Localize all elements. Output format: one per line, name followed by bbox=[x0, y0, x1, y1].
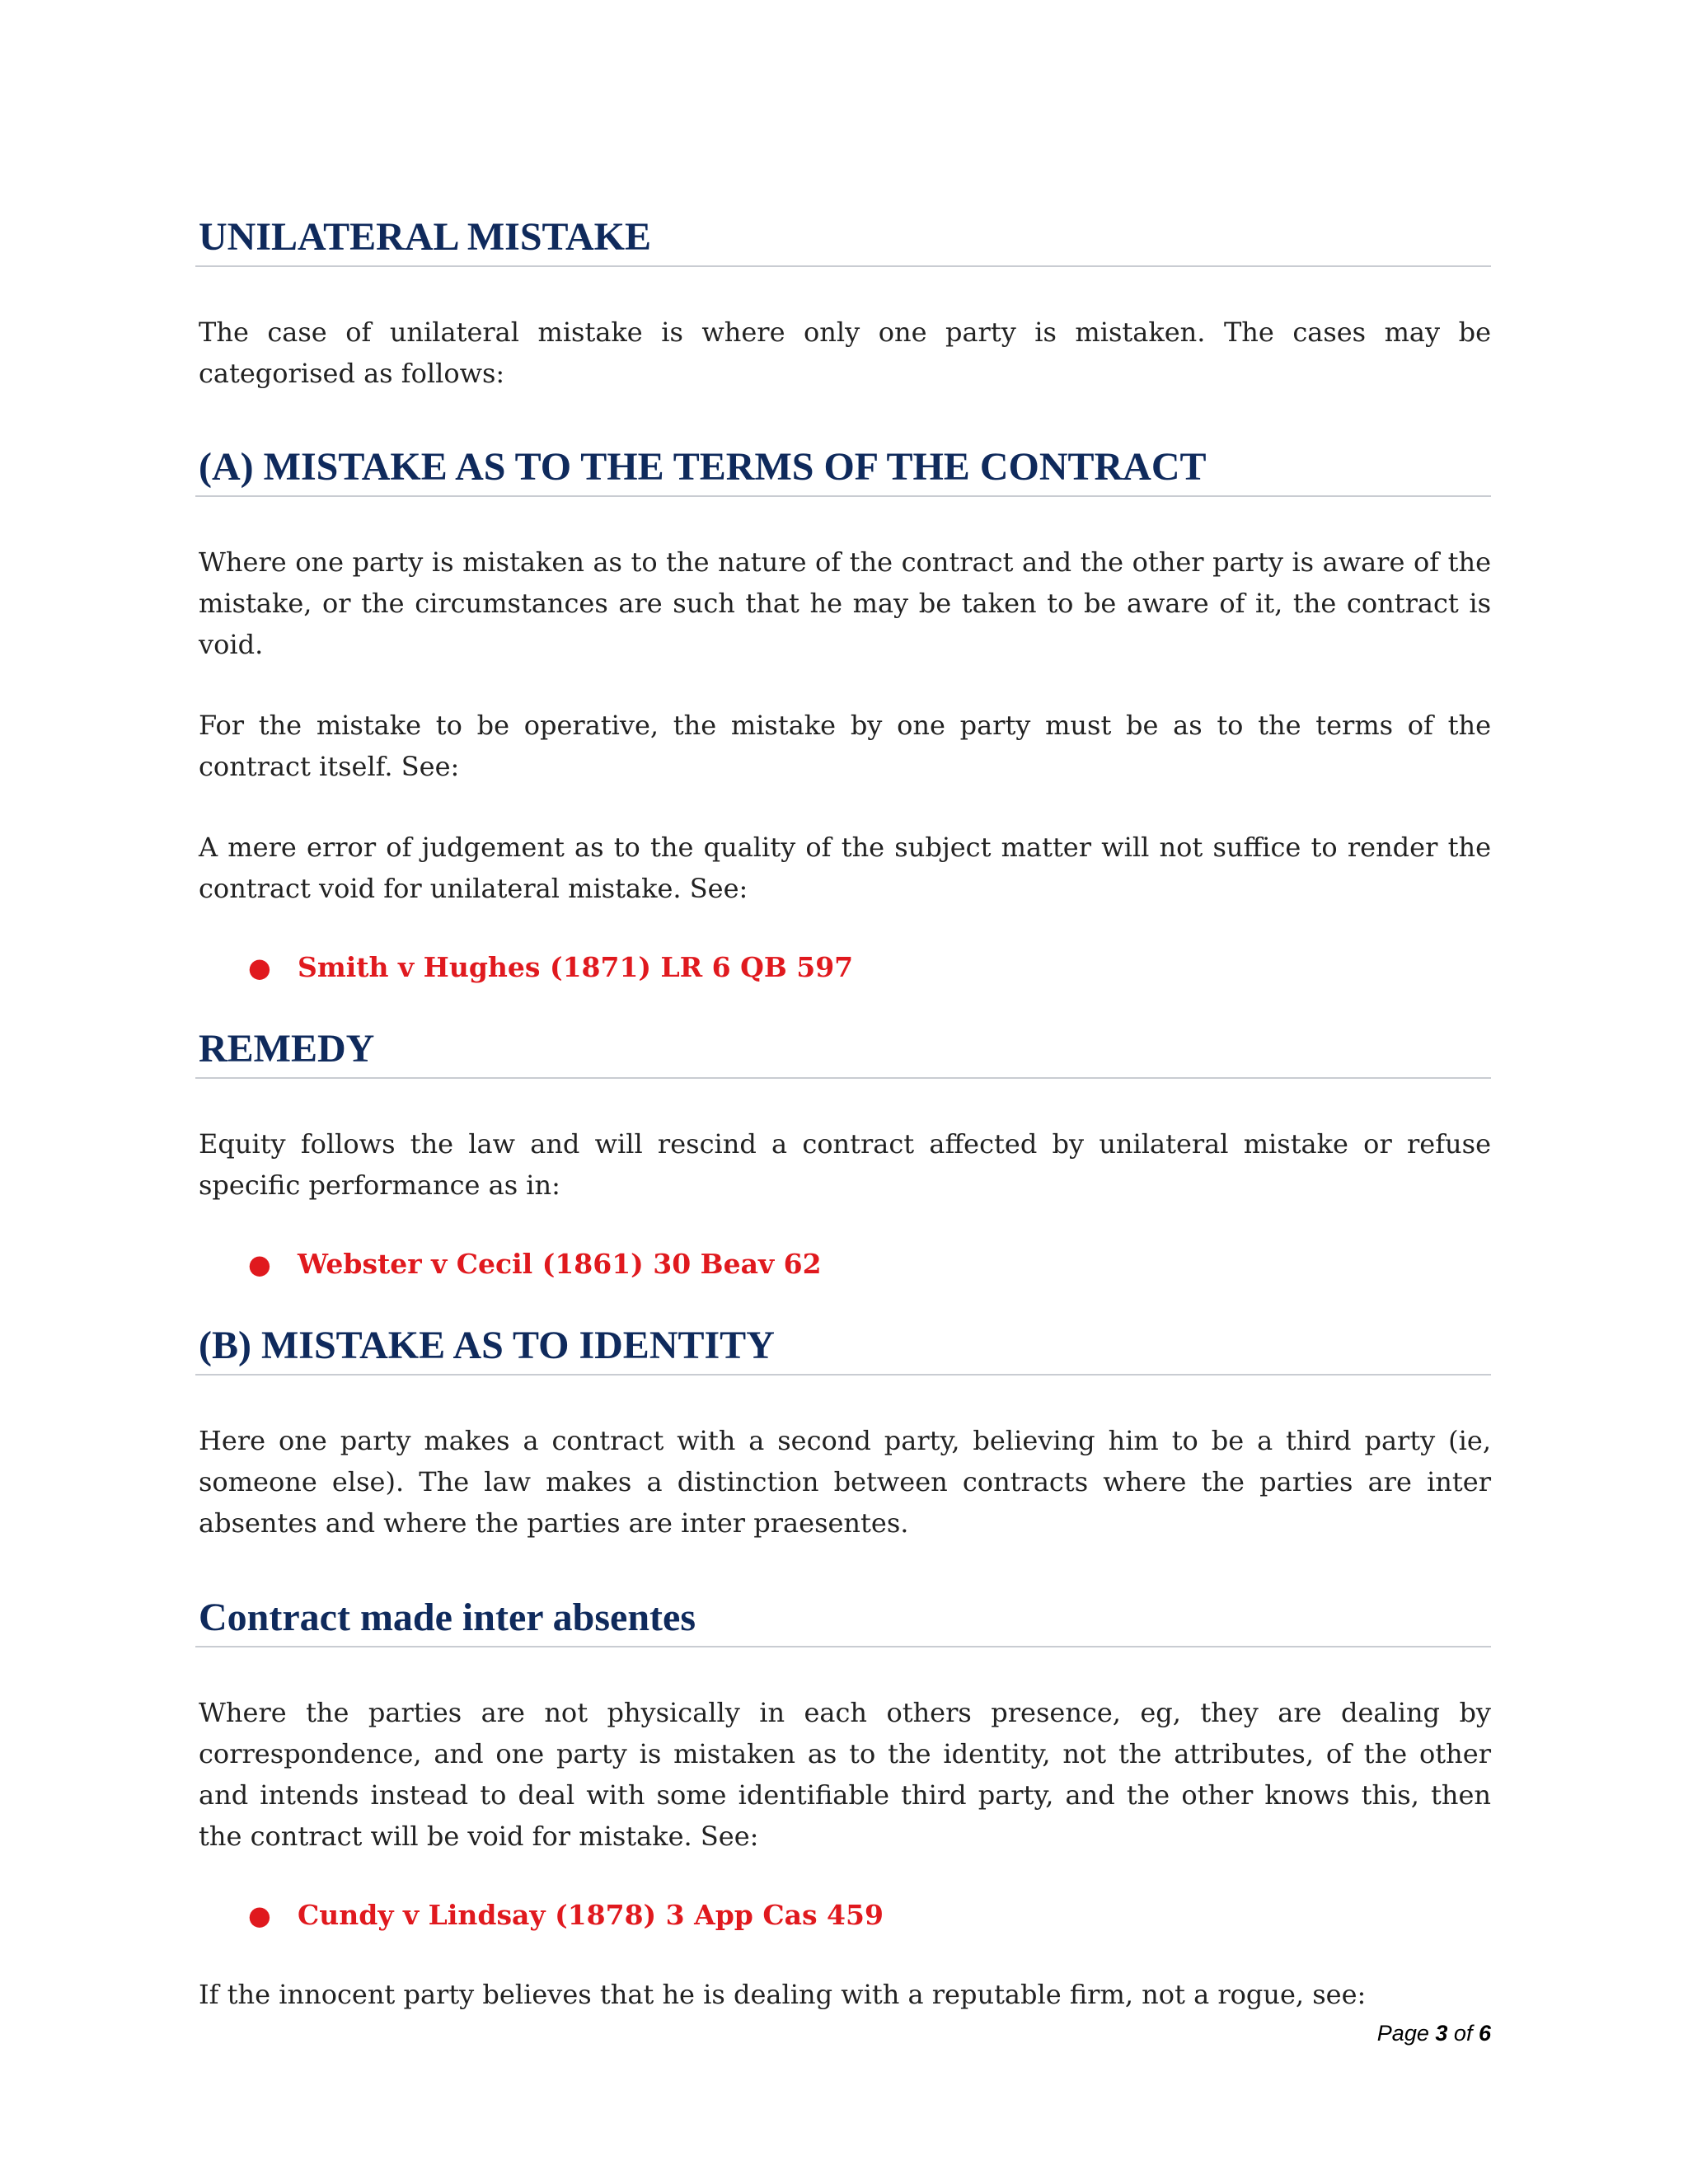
paragraph-terms-3: A mere error of judgement as to the quality of the subject matter will not suffice to render the contract void for unilateral mistake. See: bbox=[199, 832, 1491, 904]
heading-mistake-identity: (B) MISTAKE AS TO IDENTITY bbox=[195, 1319, 1491, 1376]
list-item bbox=[199, 1244, 1491, 1285]
paragraph-terms-2: For the mistake to be operative, the mistake by one party must be as to the terms of the contract itself. See: bbox=[199, 710, 1491, 782]
list-item bbox=[199, 947, 1491, 988]
page-total: 6 bbox=[1478, 2021, 1491, 2046]
heading-remedy: REMEDY bbox=[195, 1023, 1491, 1079]
bullet-icon: ● bbox=[248, 1249, 271, 1280]
page-number-footer bbox=[1377, 2021, 1491, 2046]
heading-inter-absentes: Contract made inter absentes bbox=[195, 1591, 1491, 1647]
paragraph-absentes-1: Where the parties are not physically in each others presence, eg, they are dealing by correspondence, and one party is mistaken as to the identity, not the attributes, of the other and intends instead to deal with some identifiable third party, and the other knows this, then the contract will be void for mistake. See: bbox=[199, 1697, 1491, 1852]
paragraph-terms-1: Where one party is mistaken as to the nature of the contract and the other party is aware of the mistake, or the circumstances are such that he may be taken to be aware of it, the contract is void. bbox=[199, 546, 1491, 660]
of-word: of bbox=[1453, 2021, 1473, 2046]
paragraph-unilateral-intro: The case of unilateral mistake is where only one party is mistaken. The cases may be categorised as follows: bbox=[199, 316, 1491, 389]
page-current: 3 bbox=[1435, 2021, 1448, 2046]
heading-mistake-terms: (A) MISTAKE AS TO THE TERMS OF THE CONTRACT bbox=[195, 441, 1491, 497]
heading-unilateral-mistake: UNILATERAL MISTAKE bbox=[195, 211, 1491, 267]
case-list-absentes bbox=[199, 1895, 1491, 1936]
case-citation: Cundy v Lindsay (1878) 3 App Cas 459 bbox=[298, 1899, 884, 1931]
paragraph-identity: Here one party makes a contract with a second party, believing him to be a third party (ie, someone else). The law makes a distinction between contracts where the parties are inter absentes and where the parties are inter praesentes. bbox=[199, 1425, 1491, 1539]
case-citation: Smith v Hughes (1871) LR 6 QB 597 bbox=[298, 951, 854, 983]
bullet-icon: ● bbox=[248, 1900, 271, 1931]
list-item bbox=[199, 1895, 1491, 1936]
paragraph-absentes-2: If the innocent party believes that he is dealing with a reputable firm, not a rogue, see: bbox=[199, 1979, 1367, 2010]
case-citation: Webster v Cecil (1861) 30 Beav 62 bbox=[298, 1248, 822, 1280]
case-list-remedy bbox=[199, 1244, 1491, 1285]
case-list-terms bbox=[199, 947, 1491, 988]
paragraph-remedy: Equity follows the law and will rescind a contract affected by unilateral mistake or refuse specific performance as in: bbox=[199, 1128, 1491, 1201]
page-word: Page bbox=[1376, 2021, 1429, 2046]
page-content bbox=[199, 198, 1491, 2015]
bullet-icon: ● bbox=[248, 952, 271, 983]
